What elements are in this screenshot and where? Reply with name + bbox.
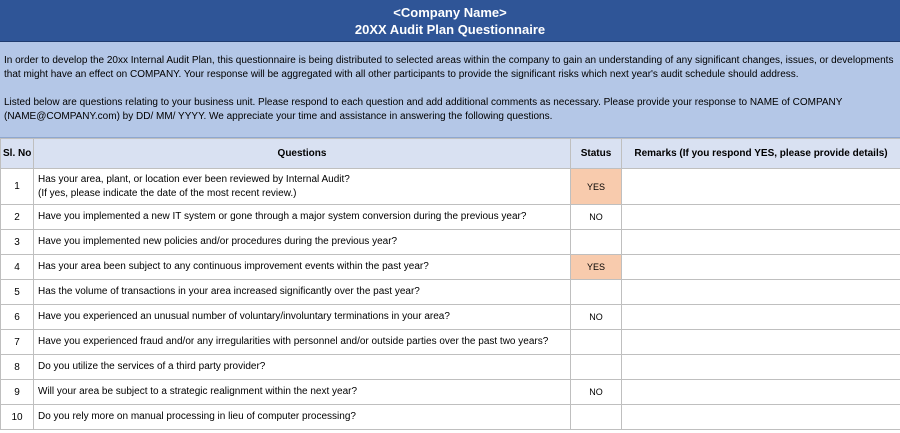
- status-cell[interactable]: YES: [571, 255, 622, 280]
- question-text: Do you utilize the services of a third party provider?: [38, 361, 266, 372]
- table-row: [1, 330, 900, 355]
- remarks-cell[interactable]: [622, 230, 900, 255]
- status-cell[interactable]: NO: [571, 380, 622, 405]
- question-cell[interactable]: [34, 205, 571, 230]
- question-cell[interactable]: [34, 330, 571, 355]
- remarks-cell[interactable]: [622, 380, 900, 405]
- question-cell[interactable]: [34, 169, 571, 205]
- header-question[interactable]: Questions: [34, 139, 571, 169]
- question-cell[interactable]: [34, 380, 571, 405]
- question-text: Have you experienced fraud and/or any irregularities with personnel and/or outside parties over the past two years?: [38, 336, 549, 347]
- intro-paragraph-1: In order to develop the 20xx Internal Audit Plan, this questionnaire is being distributed to selected areas within the company to gain an understanding of any significant changes, issues, or developments that might have an effect on COMPANY. Your response will be aggregated with all other participants to provide the significant risks which next year's audit schedule should address.: [4, 55, 894, 80]
- table-row: [1, 355, 900, 380]
- remarks-cell[interactable]: [622, 205, 900, 230]
- row-number-cell[interactable]: 4: [1, 255, 34, 280]
- row-number-cell[interactable]: 3: [1, 230, 34, 255]
- question-cell[interactable]: [34, 255, 571, 280]
- table-header-row: [1, 139, 900, 169]
- table-row: [1, 230, 900, 255]
- question-cell[interactable]: [34, 405, 571, 430]
- intro-paragraph-2: Listed below are questions relating to your business unit. Please respond to each question and add additional comments as necessary. Please provide your response to NAME of COMPANY (NAME@COMPANY.com) by DD/ MM/ YYYY. We appreciate your time and assistance in answering the following questions.: [4, 97, 843, 122]
- question-subtext: (If yes, please indicate the date of the most recent review.): [38, 187, 297, 199]
- question-text: Have you implemented a new IT system or gone through a major system conversion during the previous year?: [38, 211, 527, 222]
- table-row: [1, 169, 900, 205]
- question-text: Has your area, plant, or location ever been reviewed by Internal Audit?: [38, 173, 350, 185]
- row-number-cell[interactable]: 1: [1, 169, 34, 205]
- question-text: Will your area be subject to a strategic realignment within the next year?: [38, 386, 358, 397]
- table-row: [1, 380, 900, 405]
- status-cell[interactable]: [571, 280, 622, 305]
- row-number-cell[interactable]: 7: [1, 330, 34, 355]
- remarks-cell[interactable]: [622, 355, 900, 380]
- row-number-cell[interactable]: 10: [1, 405, 34, 430]
- status-cell[interactable]: [571, 355, 622, 380]
- header-remarks[interactable]: Remarks (If you respond YES, please provide details): [622, 139, 900, 169]
- intro-block[interactable]: [0, 42, 900, 138]
- table-row: [1, 280, 900, 305]
- remarks-cell[interactable]: [622, 280, 900, 305]
- table-row: [1, 305, 900, 330]
- table-body: [1, 169, 900, 430]
- question-text: Has the volume of transactions in your area increased significantly over the past year?: [38, 286, 420, 297]
- title-bar: [0, 0, 900, 42]
- table-row: [1, 255, 900, 280]
- question-cell[interactable]: [34, 305, 571, 330]
- header-no[interactable]: Sl. No: [1, 139, 34, 169]
- status-cell[interactable]: NO: [571, 305, 622, 330]
- remarks-cell[interactable]: [622, 169, 900, 205]
- status-cell[interactable]: [571, 330, 622, 355]
- question-text: Have you implemented new policies and/or procedures during the previous year?: [38, 236, 398, 247]
- remarks-cell[interactable]: [622, 330, 900, 355]
- status-cell[interactable]: [571, 230, 622, 255]
- row-number-cell[interactable]: 8: [1, 355, 34, 380]
- question-cell[interactable]: [34, 355, 571, 380]
- status-cell[interactable]: YES: [571, 169, 622, 205]
- question-text: Do you rely more on manual processing in lieu of computer processing?: [38, 411, 356, 422]
- row-number-cell[interactable]: 5: [1, 280, 34, 305]
- remarks-cell[interactable]: [622, 255, 900, 280]
- status-cell[interactable]: NO: [571, 205, 622, 230]
- remarks-cell[interactable]: [622, 305, 900, 330]
- question-text: Has your area been subject to any continuous improvement events within the past year?: [38, 261, 429, 272]
- row-number-cell[interactable]: 2: [1, 205, 34, 230]
- remarks-cell[interactable]: [622, 405, 900, 430]
- row-number-cell[interactable]: 6: [1, 305, 34, 330]
- question-cell[interactable]: [34, 280, 571, 305]
- page-title[interactable]: 20XX Audit Plan Questionnaire: [354, 22, 546, 37]
- table-row: [1, 405, 900, 430]
- table-row: [1, 205, 900, 230]
- question-cell[interactable]: [34, 230, 571, 255]
- status-cell[interactable]: [571, 405, 622, 430]
- question-text: Have you experienced an unusual number of voluntary/involuntary terminations in your area?: [38, 311, 450, 322]
- row-number-cell[interactable]: 9: [1, 380, 34, 405]
- header-status[interactable]: Status: [571, 139, 622, 169]
- company-name[interactable]: <Company Name>: [393, 5, 507, 20]
- questionnaire-table: [0, 138, 900, 430]
